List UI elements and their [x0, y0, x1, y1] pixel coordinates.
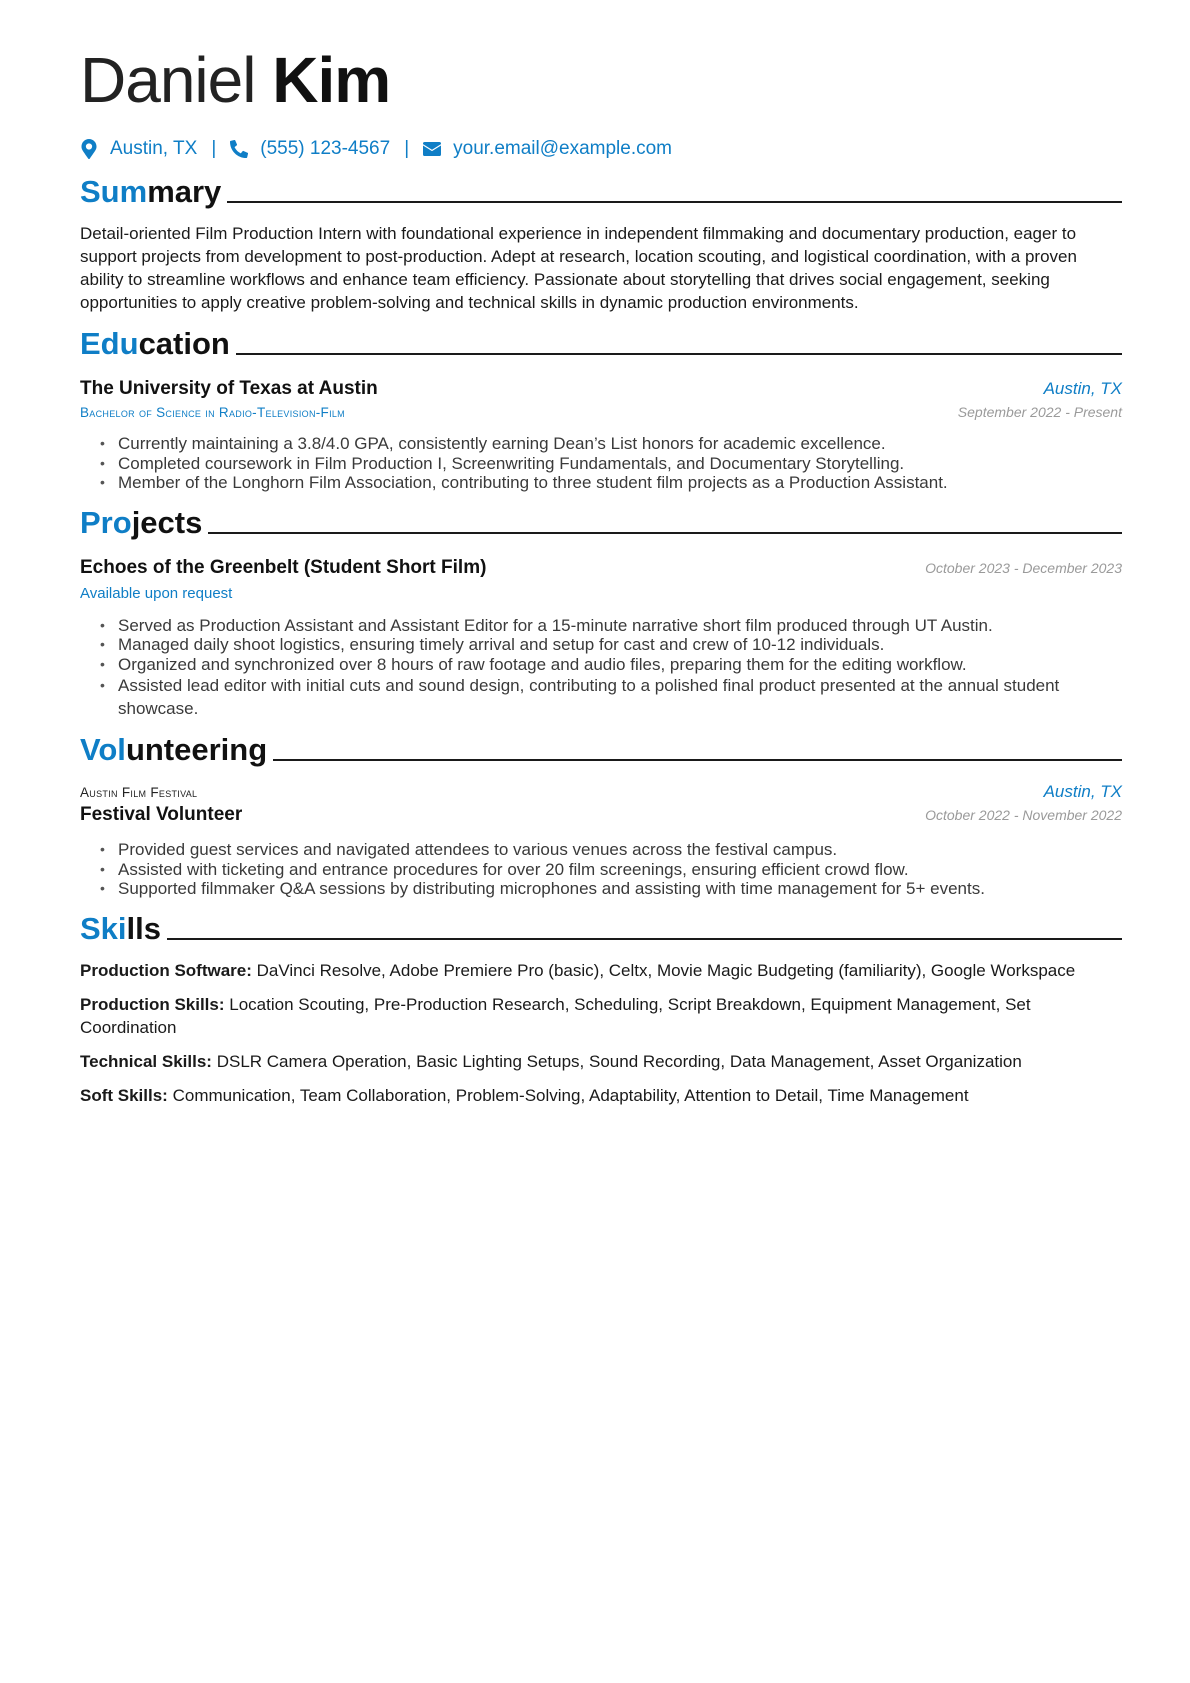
map-pin-icon [80, 139, 98, 159]
skills-heading [80, 911, 1122, 947]
contact-line [80, 138, 1122, 160]
skill-value: Communication, Team Collaboration, Problem-Solving, Adaptability, Attention to Detail, Time Management [172, 1085, 969, 1105]
volunteer-org: Austin Film Festival [80, 785, 198, 800]
contact-email[interactable] [423, 138, 672, 160]
skill-label: Soft Skills: [80, 1085, 168, 1105]
skill-value: DSLR Camera Operation, Basic Lighting Setups, Sound Recording, Data Management, Asset Organization [216, 1051, 1022, 1071]
list-item: • Assisted lead editor with initial cuts and sound design, contributing to a polished final product presented at the annual student showcase. [118, 674, 1122, 720]
project-title: Echoes of the Greenbelt (Student Short Film) [80, 556, 487, 578]
project-dates: October 2023 - December 2023 [925, 559, 1122, 576]
section-title: Volunteering [80, 732, 268, 767]
school-location: Austin, TX [1043, 379, 1122, 398]
volunteering-heading [80, 732, 1122, 768]
education-heading [80, 326, 1122, 362]
section-rule [236, 353, 1122, 355]
projects-heading [80, 505, 1122, 541]
contact-separator: | [404, 138, 410, 159]
project-bullets [80, 616, 1122, 721]
section-rule [273, 759, 1122, 761]
section-rule [167, 938, 1122, 940]
skill-label: Production Skills: [80, 994, 225, 1014]
list-item: • Provided guest services and navigated attendees to various venues across the festival campus. [118, 840, 1122, 860]
section-rule [208, 532, 1122, 534]
project-link[interactable]: Available upon request [80, 584, 233, 602]
section-title: Education [80, 326, 230, 361]
list-item: • Supported filmmaker Q&A sessions by distributing microphones and assisting with time management for 5+ events. [118, 879, 1122, 899]
list-item: • Member of the Longhorn Film Association, contributing to three student film projects as a Production Assistant. [118, 473, 1122, 493]
skill-row [80, 993, 1122, 1039]
volunteer-dates: October 2022 - November 2022 [925, 807, 1122, 823]
phone-text: (555) 123-4567 [260, 138, 391, 159]
list-item: • Organized and synchronized over 8 hours of raw footage and audio files, preparing them for the editing workflow. [118, 655, 1122, 675]
skill-row [80, 1084, 1122, 1107]
resume-content [80, 40, 1122, 1118]
skill-row [80, 1050, 1122, 1073]
email-text: your.email@example.com [453, 138, 672, 159]
list-item: • Completed coursework in Film Production I, Screenwriting Fundamentals, and Documentary Storytelling. [118, 454, 1122, 474]
skill-value: Location Scouting, Pre-Production Research, Scheduling, Script Breakdown, Equipment Management, Set Coordination [80, 994, 1031, 1037]
list-item: • Assisted with ticketing and entrance procedures for over 20 film screenings, ensuring efficient crowd flow. [118, 860, 1122, 880]
volunteer-location: Austin, TX [1043, 782, 1122, 801]
education-bullets [80, 434, 1122, 493]
candidate-name [80, 40, 1122, 120]
list-item: • Managed daily shoot logistics, ensuring timely arrival and setup for cast and crew of 10-12 individuals. [118, 635, 1122, 655]
degree: Bachelor of Science in Radio-Television-Film [80, 405, 345, 420]
skills-list [80, 959, 1122, 1107]
contact-phone[interactable] [230, 138, 390, 160]
project-entry [80, 557, 1122, 721]
skill-row [80, 959, 1122, 982]
last-name: Kim [272, 44, 391, 116]
phone-icon [230, 139, 248, 159]
summary-text: Detail-oriented Film Production Intern with foundational experience in independent filmmaking and documentary production, eager to support projects from development to post-production. Adept at research, location scouting, and logistical coordination, with a proven ability to streamline workflows and enhance team efficiency. Passionate about storytelling that drives social engagement, seeking opportunities to apply creative problem-solving and technical skills in dynamic production environments. [80, 224, 1077, 312]
section-rule [227, 201, 1122, 203]
contact-separator: | [211, 138, 217, 159]
list-item: • Served as Production Assistant and Assistant Editor for a 15-minute narrative short film produced through UT Austin. [118, 616, 1122, 636]
envelope-icon [423, 139, 441, 159]
skill-value: DaVinci Resolve, Adobe Premiere Pro (basic), Celtx, Movie Magic Budgeting (familiarity), Google Workspace [256, 960, 1076, 980]
section-title: Summary [80, 174, 222, 209]
summary-heading [80, 174, 1122, 210]
section-title: Skills [80, 910, 161, 946]
volunteer-entry [80, 782, 1122, 899]
list-item: • Currently maintaining a 3.8/4.0 GPA, consistently earning Dean’s List honors for academic excellence. [118, 434, 1122, 454]
volunteer-bullets [80, 840, 1122, 899]
volunteer-role: Festival Volunteer [80, 804, 243, 825]
location-text: Austin, TX [110, 138, 198, 159]
first-name: Daniel [80, 44, 256, 116]
section-title: Projects [80, 504, 203, 540]
contact-location [80, 138, 197, 160]
school-name: The University of Texas at Austin [80, 378, 378, 399]
skill-label: Technical Skills: [80, 1051, 212, 1071]
skill-label: Production Software: [80, 960, 252, 980]
education-dates: September 2022 - Present [957, 404, 1122, 420]
education-entry [80, 378, 1122, 493]
